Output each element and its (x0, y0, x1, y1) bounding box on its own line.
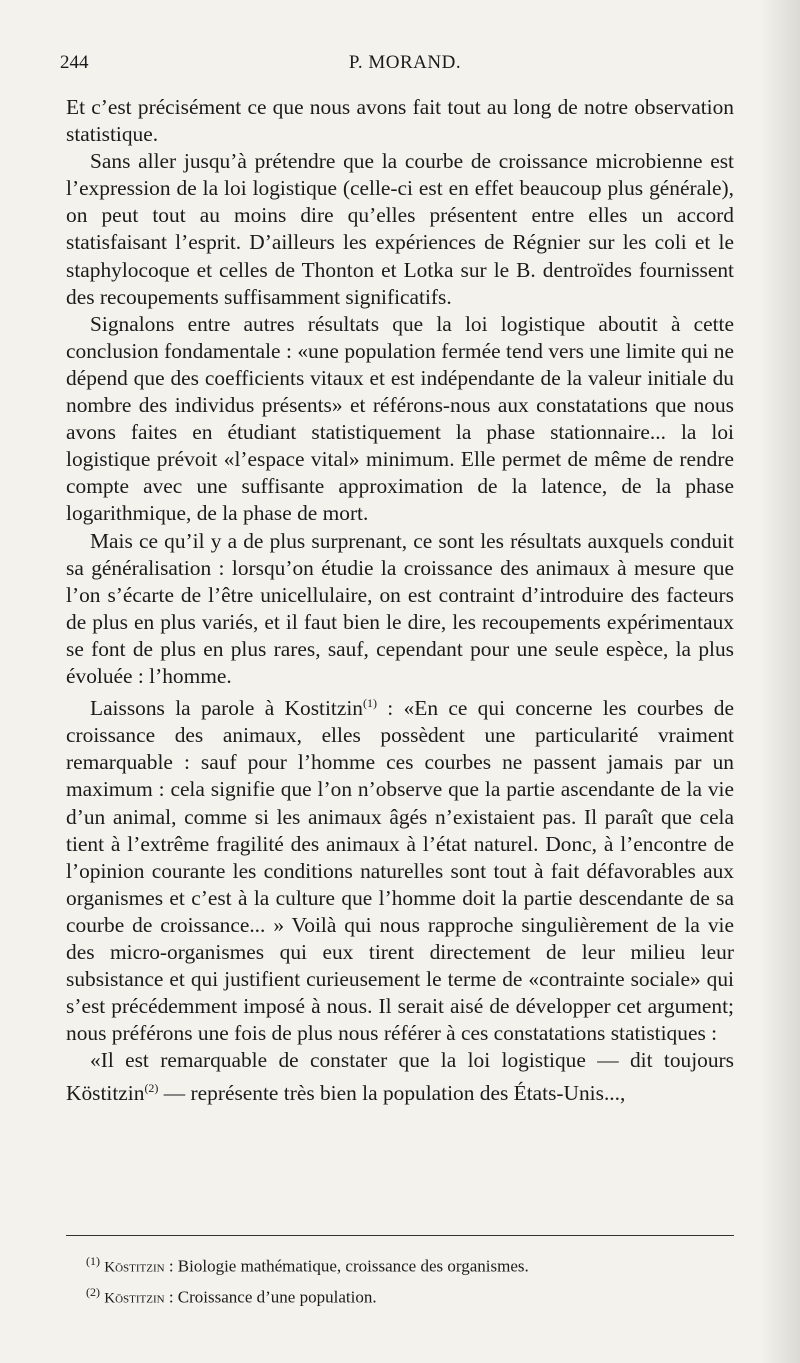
footnote-text: : Croissance d’une population. (164, 1287, 377, 1307)
paragraph-6-lead: «Il est remarquable de constater que la loi logistique — dit toujours Köstitzin (66, 1048, 734, 1105)
paragraph-5 (66, 690, 734, 1047)
paragraph-5-rest: : «En ce qui concerne les courbes de croissance des animaux, elles possèdent une particularité vraiment remarquable : sauf pour l’homme ces courbes ne passent jamais par un maximum : cela signifie que l’on n’observe que la partie ascendante de la vie d’un animal, comme si les animaux âgés n’existaient pas. Il paraît que cela tient à l’extrême fragilité des animaux à l’état naturel. Donc, à l’encontre de l’opinion courante les conditions naturelles sont tout à fait défavorables aux organismes et c’est à la culture que l’homme doit la partie descendante de sa courbe de croissance... » Voilà qui nous rapproche singulièrement de la vie des micro-organismes qui eux tirent directement de leur milieu leur subsistance et qui justifient curieusement le terme de «contrainte sociale» qui s’est précédemment imposé à nous. Il serait aisé de développer cet argument; nous préférons une fois de plus nous référer à ces constatations statistiques : (66, 696, 734, 1046)
paragraph-6-rest: — représente très bien la population des États-Unis..., (158, 1080, 626, 1105)
footnote-2 (86, 1280, 726, 1311)
footnotes (86, 1249, 726, 1310)
body-text (66, 94, 734, 1107)
paragraph-1: Et c’est précisément ce que nous avons fait tout au long de notre observation statistique. (66, 95, 734, 147)
paragraph-5-lead: Laissons la parole à Kostitzin (90, 696, 363, 721)
page-header (60, 52, 750, 82)
footnote-ref-1: (1) (362, 696, 377, 711)
paragraph-3: Signalons entre autres résultats que la loi logistique aboutit à cette conclusion fondamentale : «une population fermée tend vers une limite qui ne dépend que des coefficients vitaux et est indépendante de la valeur initiale du nombre des individus présents» et référons-nous aux constatations que nous avons faites en étudiant statistiquement la phase stationnaire... la loi logistique prévoit «l’espace vital» minimum. Elle permet de même de rendre compte avec une suffisante approximation de la latence, de la phase logarithmique, de la phase de mort. (66, 311, 734, 526)
footnote-marker: (1) (86, 1254, 100, 1268)
page-number: 244 (60, 52, 89, 73)
paragraph-2: Sans aller jusqu’à prétendre que la courbe de croissance microbienne est l’expression de la loi logistique (celle-ci est en effet beaucoup plus générale), on peut tout au moins dire qu’elles présentent entre elles un accord statisfaisant l’esprit. D’ailleurs les expériences de Régnier sur les coli et le staphylocoque et celles de Thonton et Lotka sur le B. dentroïdes fournissent des recoupements suffisamment significatifs. (66, 149, 734, 309)
footnote-marker: (2) (86, 1284, 100, 1299)
footnote-ref-2: (2) (144, 1080, 159, 1095)
footnote-1 (86, 1249, 726, 1280)
page-edge-shadow (760, 0, 800, 1363)
footnote-author: Köstitzin (104, 1259, 165, 1276)
footnote-text: : Biologie mathématique, croissance des organismes. (164, 1256, 529, 1276)
paragraph-4: Mais ce qu’il y a de plus surprenant, ce sont les résultats auxquels conduit sa généralisation : lorsqu’on étudie la croissance des animaux à mesure que l’on s’écarte de l’être unicellulaire, on est contraint d’introduire des facteurs de plus en plus variés, et il faut bien le dire, les recoupements expérimentaux se font de plus en plus rares, sauf, cependant pour une seule espèce, la plus évoluée : l’homme. (66, 528, 734, 688)
running-head: P. MORAND. (348, 52, 462, 73)
footnote-author: Köstitzin (104, 1290, 165, 1307)
paragraph-6 (66, 1047, 734, 1106)
footnote-divider (66, 1235, 734, 1236)
